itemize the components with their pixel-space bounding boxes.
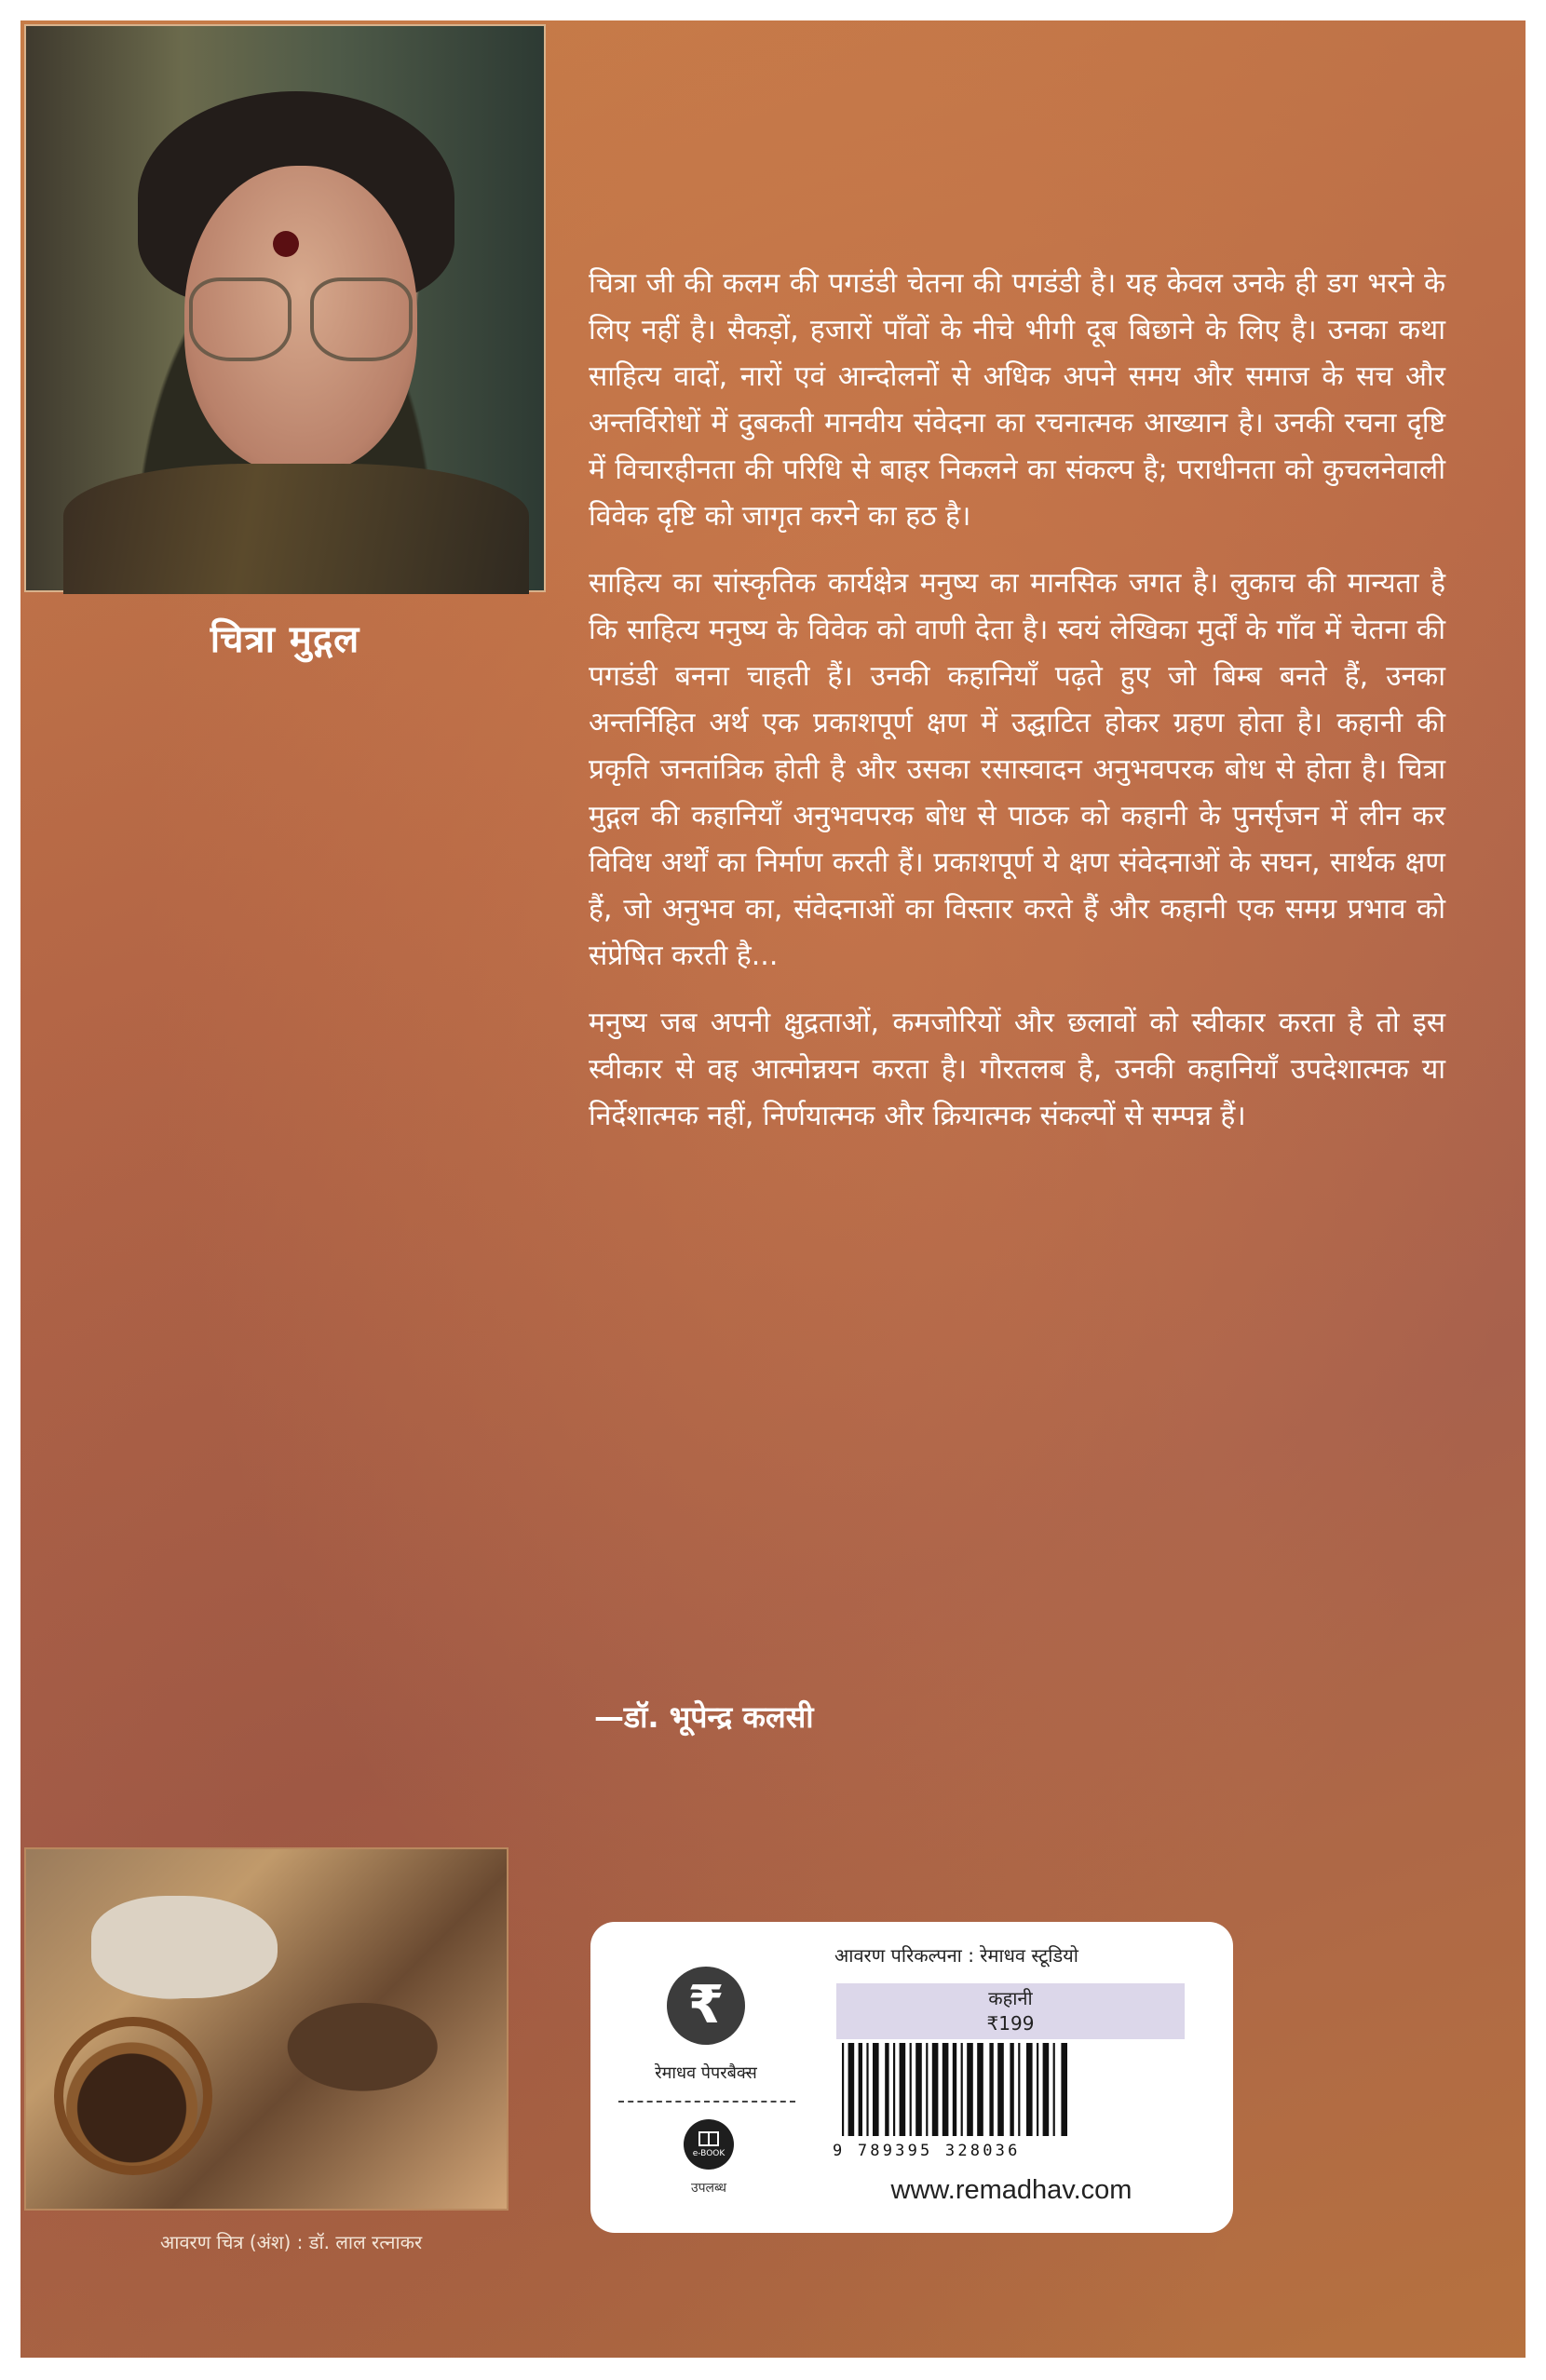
barcode-bar [842,2043,844,2136]
ebook-icon [684,2119,734,2170]
barcode-bar [926,2043,928,2136]
author-glasses [180,277,422,366]
barcode-bar [1018,2043,1020,2136]
barcode-bar [893,2043,895,2136]
barcode-bar [953,2043,956,2136]
author-name: चित्रा मुद्गल [210,618,360,661]
barcode-bar [1043,2043,1050,2136]
barcode-bar [977,2043,983,2136]
author-sari [63,464,529,594]
barcode-bar [848,2043,855,2136]
cover-art-credit: आवरण चित्र (अंश) : डॉ. लाल रत्नाकर [160,2231,423,2253]
genre-label: कहानी [988,1987,1033,2009]
author-photo [24,24,546,592]
blurb-paragraph: साहित्य का सांस्कृतिक कार्यक्षेत्र मनुष्य का मानसिक जगत है। लुकाच की मान्यता है कि साहित्य मनुष्य के विवेक को वाणी देता है। स्वयं लेखिका मुर्दों के गाँव में चेतना की पगडंडी बनना चाहती हैं। उनकी कहानियाँ पढ़ते हुए जो बिम्ब बनते हैं, उनका अन्तर्निहित अर्थ एक प्रकाशपूर्ण क्षण में उद्घाटित होकर ग्रहण होता है। कहानी की प्रकृति जनतांत्रिक होती है और उसका रसास्वादन अनुभवपरक बोध से होता है। चित्रा मुद्गल की कहानियाँ अनुभवपरक बोध से पाठक को कहानी के पुनर्सृजन में लीन कर विविध अर्थों का निर्माण करती हैं। प्रकाशपूर्ण ये क्षण संवेदनाओं के सघन, सार्थक क्षण हैं, जो अनुभव का, संवेदनाओं का विस्तार करते हैं और कहानी एक समग्र प्रभाव को संप्रेषित करती है... [589,567,1445,972]
cover-painting [24,1847,509,2211]
painting-wheel [54,2017,212,2175]
barcode-bar [900,2043,906,2136]
genre-price-box [836,1983,1185,2039]
ebook-label: e-BOOK [692,2149,726,2158]
barcode-bar [961,2043,963,2136]
barcode-bar [885,2043,888,2136]
price-label: ₹199 [986,2012,1035,2035]
barcode-bar [859,2043,862,2136]
barcode [838,2043,1185,2136]
blurb-paragraph: चित्रा जी की कलम की पगडंडी चेतना की पगडंडी है। यह केवल उनके ही डग भरने के लिए नहीं है। सैकड़ों, हजारों पाँवों के नीचे भीगी दूब बिछाने के लिए है। उनका कथा साहित्य वादों, नारों एवं आन्दोलनों से अधिक अपने समय और समाज के सच और अन्तर्विरोधों में दुबकती मानवीय संवेदना का रचनात्मक आख्यान है। उनकी रचना दृष्टि में विचारहीनता की परिधि से बाहर निकलने का संकल्प है; पराधीनता को कुचलनेवाली विवेक दृष्टि को जागृत करने का हठ है। [589,267,1445,533]
book-icon [698,2131,719,2146]
barcode-bar [910,2043,912,2136]
barcode-bar [989,2043,993,2136]
barcode-bar [915,2043,922,2136]
ebook-available-label: उपलब्ध [690,2181,727,2196]
publisher-panel [590,1922,1233,2233]
divider [618,2101,795,2103]
barcode-bar [1010,2043,1013,2136]
publisher-logo-icon: ₹ [667,1967,745,2045]
barcode-bar [873,2043,879,2136]
barcode-bar [1061,2043,1067,2136]
barcode-bar [932,2043,939,2136]
painting-ox [91,1896,278,1998]
barcode-bar [1037,2043,1038,2136]
back-cover [20,20,1526,2358]
barcode-bar [967,2043,973,2136]
publisher-website: www.remadhav.com [890,2175,1132,2205]
blurb-signature: —डॉ. भूपेन्द्र कलसी [594,1699,814,1735]
blurb-text [589,261,1445,1160]
cover-design-credit: आवरण परिकल्पना : रेमाधव स्टूडियो [834,1944,1078,1967]
barcode-bar [997,2043,1004,2136]
barcode-bar [866,2043,868,2136]
blurb-paragraph: मनुष्य जब अपनी क्षुद्रताओं, कमजोरियों और छलावों को स्वीकार करता है तो इस स्वीकार से वह आत्मोन्नयन करता है। गौरतलब है, उनकी कहानियाँ उपदेशात्मक या निर्देशात्मक नहीं, निर्णयात्मक और क्रियात्मक संकल्पों से सम्पन्न हैं। [589,1007,1445,1132]
isbn-digits: 9 789395 328036 [833,2142,1021,2160]
author-bindi [273,231,299,257]
barcode-bar [943,2043,949,2136]
barcode-bar [1026,2043,1033,2136]
barcode-bar [1053,2043,1055,2136]
publisher-name: रेमाधव पेपरबैक्स [655,2063,757,2083]
